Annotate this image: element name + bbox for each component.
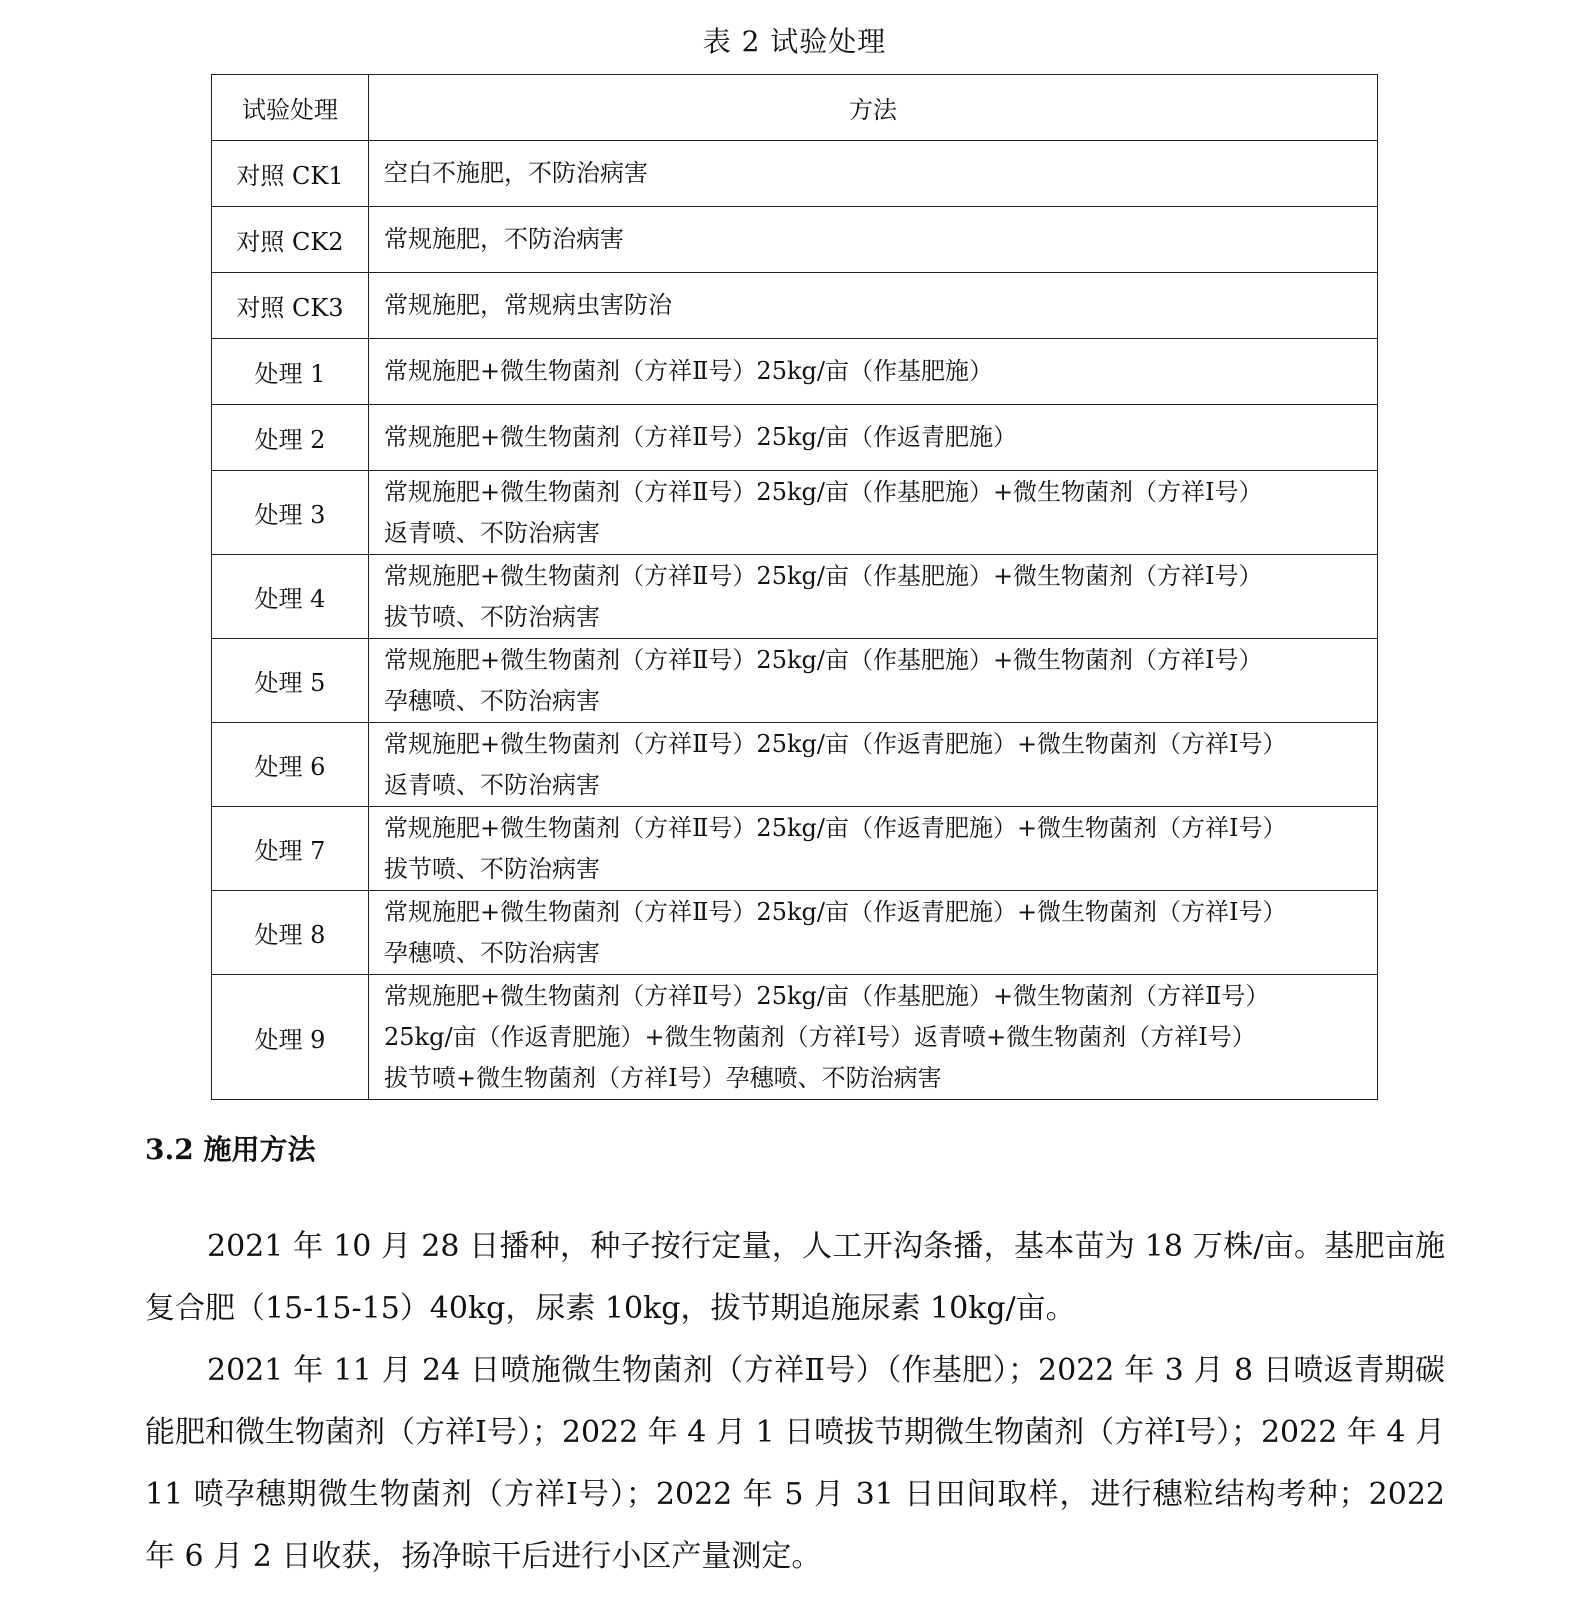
table-caption: 表 2 试验处理 — [702, 25, 887, 58]
column-header-treatment: 试验处理 — [212, 75, 369, 141]
treatment-name-cell: 处理 8 — [212, 891, 369, 975]
table-row — [212, 141, 1378, 207]
trial-table — [211, 74, 1378, 1100]
treatment-name-cell: 处理 6 — [212, 723, 369, 807]
treatment-name-cell: 处理 9 — [212, 975, 369, 1100]
table-row — [212, 405, 1378, 471]
table-row — [212, 339, 1378, 405]
table-row — [212, 555, 1378, 639]
table-row — [212, 639, 1378, 723]
table-row — [212, 975, 1378, 1100]
treatment-method-cell: 常规施肥+微生物菌剂（方祥Ⅱ号）25kg/亩（作基肥施）+微生物菌剂（方祥Ⅱ号） 25kg/亩（作返青肥施）+微生物菌剂（方祥Ⅰ号）返青喷+微生物菌剂（方祥Ⅰ号） 拔节喷+微生物菌剂（方祥Ⅰ号）孕穗喷、不防治病害 — [369, 975, 1378, 1100]
table-row — [212, 207, 1378, 273]
column-header-method: 方法 — [369, 75, 1378, 141]
table-row — [212, 723, 1378, 807]
trial-table-container — [211, 74, 1377, 1100]
table-row — [212, 891, 1378, 975]
table-header-row — [212, 75, 1378, 141]
treatment-method-cell: 常规施肥+微生物菌剂（方祥Ⅱ号）25kg/亩（作返青肥施）+微生物菌剂（方祥Ⅰ号） 拔节喷、不防治病害 — [369, 807, 1378, 891]
treatment-name-cell: 处理 1 — [212, 339, 369, 405]
body-paragraph: 2021 年 10 月 28 日播种，种子按行定量，人工开沟条播，基本苗为 18 万株/亩。基肥亩施复合肥（15-15-15）40kg，尿素 10kg，拔节期追施尿素 10kg/亩。 — [145, 1229, 1445, 1326]
table-row — [212, 807, 1378, 891]
table-row — [212, 471, 1378, 555]
treatment-name-cell: 处理 7 — [212, 807, 369, 891]
table-row — [212, 273, 1378, 339]
section-heading: 3.2 施用方法 — [145, 1133, 316, 1166]
treatment-method-cell: 常规施肥+微生物菌剂（方祥Ⅱ号）25kg/亩（作基肥施）+微生物菌剂（方祥Ⅰ号） 拔节喷、不防治病害 — [369, 555, 1378, 639]
treatment-method-cell: 常规施肥+微生物菌剂（方祥Ⅱ号）25kg/亩（作基肥施）+微生物菌剂（方祥Ⅰ号） 返青喷、不防治病害 — [369, 471, 1378, 555]
treatment-method-cell: 常规施肥+微生物菌剂（方祥Ⅱ号）25kg/亩（作返青肥施）+微生物菌剂（方祥Ⅰ号） 返青喷、不防治病害 — [369, 723, 1378, 807]
treatment-method-cell: 常规施肥+微生物菌剂（方祥Ⅱ号）25kg/亩（作基肥施）+微生物菌剂（方祥Ⅰ号） 孕穗喷、不防治病害 — [369, 639, 1378, 723]
treatment-method-cell: 常规施肥+微生物菌剂（方祥Ⅱ号）25kg/亩（作基肥施） — [369, 339, 1378, 405]
treatment-name-cell: 处理 5 — [212, 639, 369, 723]
treatment-method-cell: 常规施肥，不防治病害 — [369, 207, 1378, 273]
treatment-method-cell: 常规施肥+微生物菌剂（方祥Ⅱ号）25kg/亩（作返青肥施）+微生物菌剂（方祥Ⅰ号） 孕穗喷、不防治病害 — [369, 891, 1378, 975]
body-paragraph: 2021 年 11 月 24 日喷施微生物菌剂（方祥Ⅱ号）（作基肥）；2022 年 3 月 8 日喷返青期碳能肥和微生物菌剂（方祥Ⅰ号）；2022 年 4 月 1 日喷拔节期微生物菌剂（方祥Ⅰ号）；2022 年 4 月 11 喷孕穗期微生物菌剂（方祥Ⅰ号）；2022 年 5 月 31 日田间取样，进行穗粒结构考种；2022 年 6 月 2 日收获，扬净晾干后进行小区产量测定。 — [145, 1353, 1445, 1574]
treatment-name-cell: 处理 2 — [212, 405, 369, 471]
treatment-name-cell: 对照 CK1 — [212, 141, 369, 207]
treatment-method-cell: 空白不施肥，不防治病害 — [369, 141, 1378, 207]
treatment-name-cell: 处理 3 — [212, 471, 369, 555]
treatment-name-cell: 对照 CK3 — [212, 273, 369, 339]
treatment-method-cell: 常规施肥，常规病虫害防治 — [369, 273, 1378, 339]
treatment-method-cell: 常规施肥+微生物菌剂（方祥Ⅱ号）25kg/亩（作返青肥施） — [369, 405, 1378, 471]
treatment-name-cell: 处理 4 — [212, 555, 369, 639]
treatment-name-cell: 对照 CK2 — [212, 207, 369, 273]
